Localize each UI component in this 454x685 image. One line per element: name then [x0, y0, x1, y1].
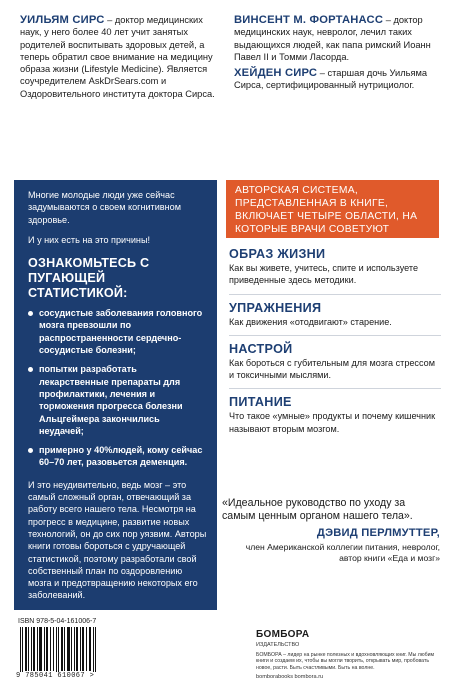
area-lifestyle	[229, 247, 441, 287]
publisher-links: bomborabooks bombora.ru	[256, 674, 324, 680]
statistics-panel	[14, 180, 217, 610]
author-bio-text: – доктор медицинских наук, невролог, лечил таких выдающихся людей, как папа римский Иоанн Павел II и Томми Ласорда.	[234, 15, 431, 62]
area-nutrition	[229, 395, 441, 435]
area-title: УПРАЖНЕНИЯ	[229, 300, 322, 315]
area-mindset	[229, 342, 441, 382]
bullet-icon	[28, 448, 33, 453]
statistics-heading: ОЗНАКОМЬТЕСЬ С ПУГАЮЩЕЙ СТАТИСТИКОЙ:	[28, 256, 150, 301]
author-name: ВИНСЕНТ М. ФОРТАНАСС	[234, 14, 384, 26]
area-title: ПИТАНИЕ	[229, 395, 292, 410]
area-text: Как вы живете, учитесь, спите и используете приведенные здесь методики.	[229, 263, 419, 286]
barcode-number: 9 785041 610067 >	[16, 672, 95, 680]
area-text: Что такое «умные» продукты и почему кишечник называют вторым мозгом.	[229, 411, 436, 434]
list-item-text: попытки разработать лекарственные препараты для профилактики, лечения и торможения прогресса болезни Альцгеймера закончились неудачей;	[39, 364, 183, 436]
list-item	[28, 307, 207, 356]
list-item	[28, 444, 207, 469]
list-item-text: сосудистые заболевания головного мозга превзошли по распространенности сердечно-сосудистые болезни;	[39, 308, 203, 356]
bullet-icon	[28, 367, 33, 372]
authors-section	[20, 14, 438, 154]
publisher-subtitle: ИЗДАТЕЛЬСТВО	[256, 642, 300, 648]
author-bio-text: – старшая дочь Уильяма Сирса, сертифицированный нутрициолог.	[234, 68, 428, 91]
system-text: АВТОРСКАЯ СИСТЕМА, ПРЕДСТАВЛЕННАЯ В КНИГЕ, ВКЛЮЧАЕТ ЧЕТЫРЕ ОБЛАСТИ, НА КОТОРЫЕ ВРАЧИ СОВЕТУЮТ ОБРАТИТЬ ВНИМАНИЕ:	[235, 185, 418, 248]
area-title: ОБРАЗ ЖИЗНИ	[229, 247, 326, 261]
intro-text: Многие молодые люди уже сейчас задумываются о своем когнитивном здоровье.	[28, 190, 181, 225]
author-bio-vincent	[234, 14, 442, 63]
list-item-text: примерно у 40%людей, кому сейчас 60–70 лет, разовьется деменция.	[39, 445, 203, 468]
quote-author: ДЭВИД ПЕРЛМУТТЕР,	[316, 526, 440, 539]
author-name: УИЛЬЯМ СИРС	[20, 14, 105, 26]
author-name: ХЕЙДЕН СИРС	[234, 67, 318, 80]
review-quote	[222, 497, 440, 564]
authors-right-column	[234, 14, 442, 96]
back-cover-footer	[0, 616, 454, 685]
intro-text-2: И у них есть на это причины!	[28, 234, 151, 245]
author-bio-text: – доктор медицинских наук, у него более 40 лет учит занятых родителей воспитывать здоровых детей, а теперь обратил свое внимание на медицину образа жизни (Lifestyle Medicine). Является соучредителем AskDrSears.com и Оздоровительного института доктора Сирса.	[20, 15, 215, 99]
isbn-text: ISBN 978-5-04-161006-7	[18, 618, 97, 625]
quote-author-role: член Американской коллегии питания, невролог, автор книги «Еда и мозг»	[245, 541, 440, 563]
authors-left-column	[20, 14, 218, 104]
divider	[229, 294, 441, 295]
area-text: Как движения «отодвигают» старение.	[229, 316, 392, 327]
area-text: Как бороться с губительным для мозга стрессом и токсичными мыслями.	[229, 357, 435, 381]
bullet-icon	[28, 311, 33, 316]
system-panel	[226, 180, 439, 248]
areas-list	[229, 247, 441, 442]
divider	[229, 388, 441, 389]
area-title: НАСТРОЙ	[229, 341, 293, 356]
publisher-description: БОМБОРА – лидер на рынке полезных и вдохновляющих книг. Мы любим книги и создаем их, чтобы вы могли творить, открывать мир, пробовать новое, расти. Быть счастливыми. Быть на волне.	[256, 652, 435, 671]
author-bio-hayden	[234, 67, 442, 92]
author-bio-william	[20, 14, 218, 100]
publisher-logo: БОМБОРА	[256, 629, 310, 640]
area-exercise	[229, 301, 441, 328]
divider	[229, 335, 441, 336]
statistics-list	[28, 307, 207, 469]
quote-text: «Идеальное руководство по уходу за самым ценным органом нашего тела».	[222, 497, 413, 523]
body-text: И это неудивительно, ведь мозг – это самый сложный орган, отвечающий за работу всего нашего тела. Несмотря на прогресс в медицине, развитие новых технологий, он до сих пор уязвим. Авторы книги готовы бороться с удручающей статистикой, поэтому разработали свой собственный план по оздоровлению мозга и предотвращению некоторых его заболеваний.	[28, 479, 207, 601]
list-item	[28, 363, 207, 437]
